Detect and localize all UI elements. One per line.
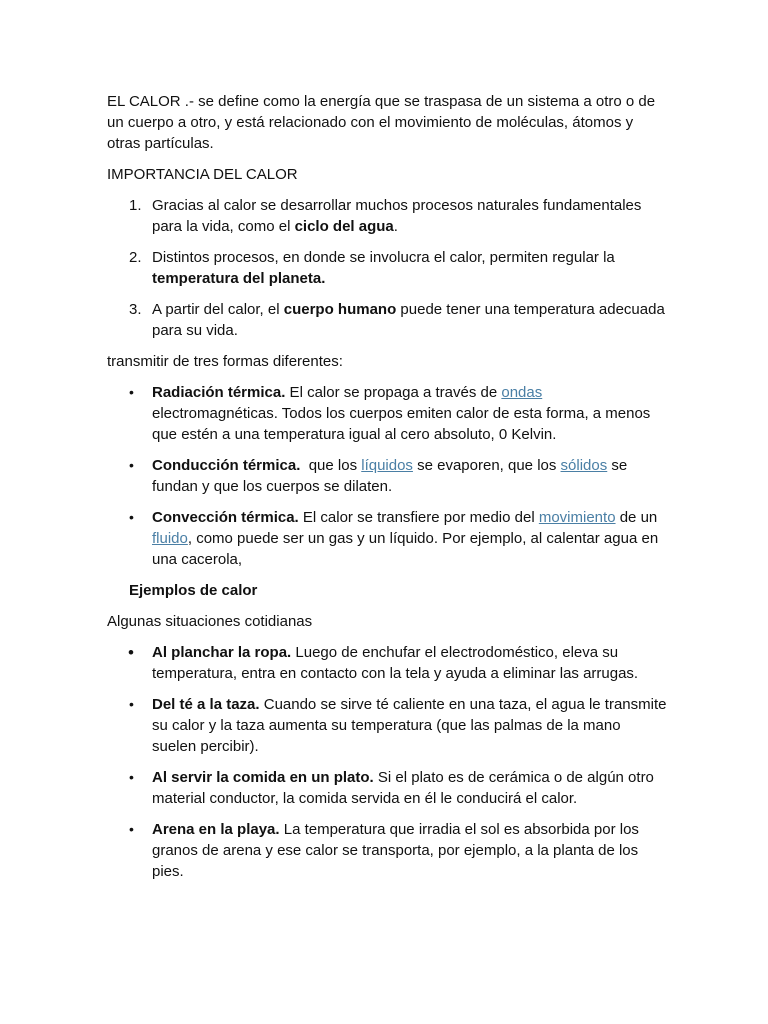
example-item — [107, 819, 667, 882]
examples-heading — [107, 580, 667, 601]
item-text-end: . — [393, 218, 398, 235]
transmission-item-radiation — [107, 382, 667, 445]
importance-item — [107, 247, 667, 289]
item-text: Distintos procesos, en donde se involucra el calor, permiten regular la — [152, 249, 615, 266]
transmission-item-conduction — [107, 455, 667, 497]
item-text: Gracias al calor se desarrollar muchos procesos naturales fundamentales para la vida, como el — [152, 197, 642, 235]
item-bold: Radiación térmica. — [152, 384, 286, 401]
link-fluido[interactable]: fluido — [152, 530, 188, 547]
item-text: electromagnéticas. Todos los cuerpos emiten calor de esta forma, a menos que estén a una temperatura igual al cero absoluto, 0 Kelvin. — [152, 405, 651, 443]
list-number: 1. — [129, 197, 142, 214]
item-text: de un — [615, 509, 658, 526]
item-bold: Al servir la comida en un plato. — [152, 769, 374, 786]
transmission-item-convection — [107, 507, 667, 570]
item-text: El calor se propaga a través de — [285, 384, 502, 401]
transmission-intro: transmitir de tres formas diferentes: — [107, 353, 343, 370]
intro-lead: EL CALOR .- — [107, 93, 199, 110]
list-number: 2. — [129, 249, 142, 266]
link-solidos[interactable]: sólidos — [560, 457, 608, 474]
item-text: se fundan y que los cuerpos se dilaten. — [152, 457, 628, 495]
item-bold: Arena en la playa. — [152, 821, 280, 838]
examples-intro: Algunas situaciones cotidianas — [107, 613, 313, 630]
item-text: Luego de enchufar el electrodoméstico, eleva su temperatura, entra en contacto con la tela y ayuda a eliminar las arrugas. — [152, 644, 639, 682]
item-bold: Del té a la taza. — [152, 696, 260, 713]
item-bold: Conducción térmica. — [152, 457, 301, 474]
item-text: El calor se transfiere por medio del — [298, 509, 539, 526]
item-text: Cuando se sirve té caliente en una taza, el agua le transmite su calor y la taza aumenta su temperatura (que las palmas de la mano suelen percibir). — [152, 696, 667, 755]
item-text-end: puede tener una temperatura adecuada para su vida. — [152, 301, 665, 339]
item-text: Si el plato es de cerámica o de algún otro material conductor, la comida servida en él le conducirá el calor. — [152, 769, 654, 807]
link-liquidos[interactable]: líquidos — [361, 457, 413, 474]
item-bold: temperatura del planeta. — [152, 270, 326, 287]
example-item — [107, 694, 667, 757]
importance-item — [107, 299, 667, 341]
item-bold: cuerpo humano — [283, 301, 397, 318]
item-text: A partir del calor, el — [152, 301, 284, 318]
bullet-icon: • — [129, 821, 134, 837]
bullet-icon: • — [129, 509, 134, 525]
item-text: , como puede ser un gas y un líquido. Por ejemplo, al calentar agua en una cacerola, — [152, 530, 659, 568]
item-bold: Convección térmica. — [152, 509, 299, 526]
link-movimiento[interactable]: movimiento — [538, 509, 616, 526]
example-item — [107, 767, 667, 809]
item-bold: ciclo del agua — [294, 218, 394, 235]
importance-item — [107, 195, 667, 237]
bullet-icon: • — [129, 696, 134, 712]
intro-paragraph — [107, 91, 667, 154]
bullet-icon: • — [129, 384, 134, 400]
item-text: que los — [300, 457, 362, 474]
item-bold: Al planchar la ropa. — [152, 644, 292, 661]
examples-heading-text: Ejemplos de calor — [129, 582, 258, 599]
list-number: 3. — [129, 301, 142, 318]
example-item — [107, 642, 667, 684]
link-ondas[interactable]: ondas — [501, 384, 543, 401]
bullet-icon: • — [129, 769, 134, 785]
document-page — [107, 91, 667, 892]
item-text: se evaporen, que los — [412, 457, 561, 474]
importance-heading: IMPORTANCIA DEL CALOR — [107, 166, 298, 183]
bullet-icon: • — [128, 643, 134, 662]
intro-text: se define como la energía que se traspasa de un sistema a otro o de un cuerpo a otro, y está relacionado con el movimiento de moléculas, átomos y otras partículas. — [107, 93, 656, 152]
bullet-icon: • — [129, 457, 134, 473]
item-text: La temperatura que irradia el sol es absorbida por los granos de arena y ese calor se transporta, por ejemplo, a la planta de los pies. — [152, 821, 639, 880]
